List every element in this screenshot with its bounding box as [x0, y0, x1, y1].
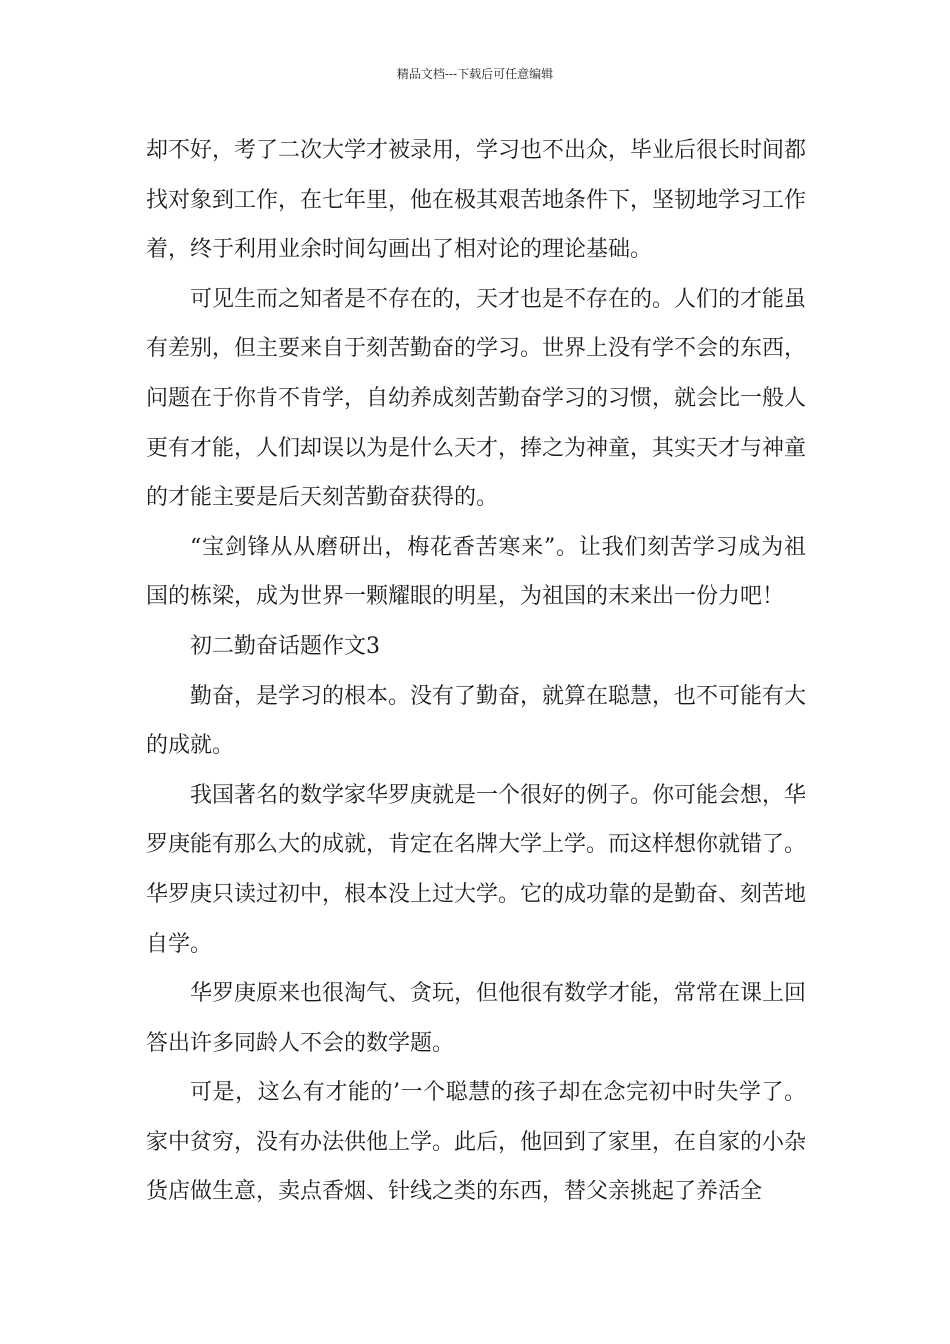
- paragraph-3: “宝剑锋从从磨研出，梅花香苦寒来”。让我们刻苦学习成为祖国的栋梁，成为世界一颗耀眼的明星，为祖国的末来出一份力吧！: [146, 534, 806, 610]
- section-heading: 初二勤奋话题作文3: [190, 633, 380, 659]
- paragraph-6: 我国著名的数学家华罗庚就是一个很好的例子。你可能会想，华罗庚能有那么大的成就，肯定在名牌大学上学。而这样想你就错了。华罗庚只读过初中，根本没上过大学。它的成功靠的是勤奋、刻苦地自学。: [146, 782, 807, 957]
- paragraph-1: 却不好，考了二次大学才被录用，学习也不出众，毕业后很长时间都找对象到工作，在七年里，他在极其艰苦地条件下，坚韧地学习工作着，终于利用业余时间勾画出了相对论的理论基础。: [146, 138, 807, 263]
- paragraph-5: 勤奋，是学习的根本。没有了勤奋，就算在聪慧，也不可能有大的成就。: [146, 683, 807, 759]
- paragraph-8: 可是，这么有才能的’一个聪慧的孩子却在念完初中时失学了。家中贫穷，没有办法供他上学。此后，他回到了家里，在自家的小杂货店做生意，卖点香烟、针线之类的东西，替父亲挑起了养活全: [146, 1080, 807, 1205]
- document-body: [146, 126, 806, 1217]
- page-header: 精品文档---下载后可任意编辑: [396, 67, 554, 81]
- paragraph-2: 可见生而之知者是不存在的，天才也是不存在的。人们的才能虽有差别，但主要来自于刻苦勤奋的学习。世界上没有学不会的东西，问题在于你肯不肯学，自幼养成刻苦勤奋学习的习惯，就会比一般人更有才能，人们却误以为是什么天才，捧之为神童，其实天才与神童的才能主要是后天刻苦勤奋获得的。: [146, 286, 807, 511]
- paragraph-7: 华罗庚原来也很淘气、贪玩，但他很有数学才能，常常在课上回答出许多同龄人不会的数学题。: [146, 981, 807, 1056]
